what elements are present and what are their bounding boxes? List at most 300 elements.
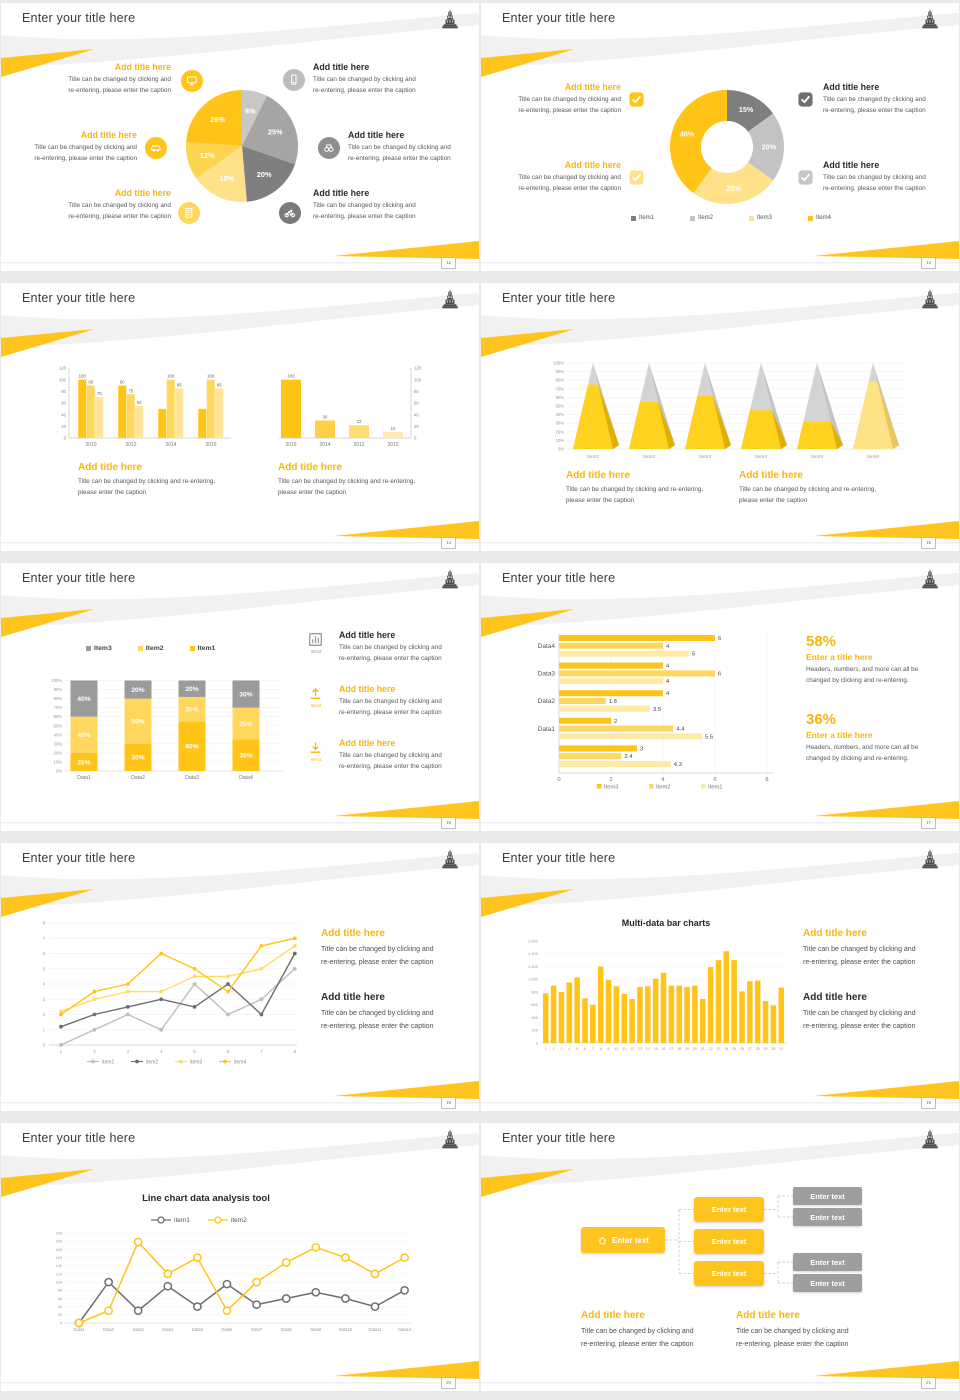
block-caption-line: re-entering, please enter the caption (803, 1022, 916, 1030)
svg-text:Data1: Data1 (537, 725, 555, 733)
block-title: Add title here (348, 130, 405, 140)
block-caption-line: Title can be changed by clicking and (313, 202, 416, 209)
svg-text:9: 9 (607, 1047, 610, 1051)
svg-text:8%: 8% (244, 106, 256, 116)
svg-text:5: 5 (576, 1047, 579, 1051)
slide-title: Enter your title here (502, 571, 616, 585)
svg-text:4: 4 (666, 691, 670, 698)
block-title: Add title here (313, 188, 370, 198)
svg-text:4: 4 (666, 643, 670, 650)
svg-text:4: 4 (568, 1047, 571, 1051)
stat-value: 58% (806, 633, 837, 650)
block-caption-line: please enter the caption (78, 488, 147, 496)
slide-title: Enter your title here (22, 571, 136, 585)
org-node-label: Enter text (810, 1278, 845, 1288)
svg-text:14: 14 (645, 1047, 650, 1051)
svg-text:60: 60 (414, 400, 419, 406)
svg-text:600: 600 (531, 1002, 538, 1008)
block-title: Add title here (564, 82, 621, 92)
block-title: Add title here (566, 470, 630, 481)
svg-text:3: 3 (42, 996, 45, 1002)
svg-text:85: 85 (216, 382, 222, 388)
svg-text:Item2: Item2 (656, 784, 671, 791)
block-caption-line: re-entering, please enter the caption (68, 212, 171, 220)
svg-text:item1: item1 (102, 1059, 115, 1066)
svg-text:Data7: Data7 (251, 1327, 263, 1332)
text-block (489, 81, 621, 117)
binoculars-icon (318, 137, 340, 159)
block-caption-line: re-entering, please enter the caption (339, 708, 442, 716)
block-title: Add title here (114, 62, 171, 72)
slide-content (481, 3, 959, 271)
slide (1, 1123, 479, 1391)
svg-text:20: 20 (692, 1047, 697, 1051)
svg-text:Item4: Item4 (755, 455, 767, 460)
svg-text:60%: 60% (53, 714, 62, 720)
svg-text:10: 10 (390, 426, 396, 432)
svg-text:1: 1 (544, 1047, 547, 1051)
text-block (803, 991, 953, 1033)
legend-item: Item1 (631, 215, 654, 221)
smartphone-icon (283, 69, 305, 91)
svg-text:1,600: 1,600 (527, 938, 538, 944)
legend-item: Item2 (690, 215, 713, 221)
block-title: Add title here (321, 992, 385, 1003)
block-caption-line: re-entering, please enter the caption (518, 106, 621, 114)
svg-text:30%: 30% (239, 691, 253, 699)
line-chart (49, 1227, 429, 1343)
block-caption-line: please enter the caption (739, 496, 808, 504)
chart-title: Line chart data analysis tool (142, 1193, 270, 1204)
svg-text:4: 4 (666, 679, 670, 686)
svg-text:70%: 70% (53, 705, 62, 711)
svg-text:Item5: Item5 (811, 455, 823, 460)
org-root-node (581, 1227, 665, 1253)
block-caption-line: Title can be changed by clicking and (313, 76, 416, 83)
block-caption-line: re-entering, please enter the caption (339, 654, 442, 662)
svg-text:2.4: 2.4 (624, 754, 633, 761)
svg-text:25%: 25% (267, 127, 283, 137)
svg-text:24: 24 (724, 1047, 729, 1051)
block-caption-line: re-entering, please enter the caption (34, 154, 137, 162)
svg-text:20%: 20% (555, 429, 564, 435)
slide-thumbnail-15[interactable] (480, 280, 960, 560)
svg-text:27: 27 (747, 1047, 752, 1051)
chart-legend (631, 215, 831, 221)
block-caption-line: Title can be changed by clicking and (321, 1010, 434, 1017)
svg-text:Data6: Data6 (221, 1327, 233, 1332)
stat-caption-line: changed by clicking and re-entering. (806, 676, 909, 684)
slide-thumbnail-21[interactable] (480, 1120, 960, 1400)
block-title: Add title here (78, 462, 142, 473)
checkbox-icon (628, 169, 645, 186)
block-caption-line: Title can be changed by clicking and (68, 76, 171, 83)
svg-text:2010: 2010 (387, 442, 399, 448)
block-caption-line: Title can be changed by clicking and (34, 144, 137, 151)
svg-text:60%: 60% (555, 394, 564, 400)
slide-title: Enter your title here (22, 291, 136, 305)
block-caption-line: Title can be changed by clicking and (736, 1328, 849, 1335)
svg-text:10%: 10% (555, 437, 564, 443)
block-caption-line: re-entering, please enter the caption (313, 86, 416, 94)
svg-text:120: 120 (414, 365, 422, 371)
svg-text:Data3: Data3 (537, 670, 555, 678)
svg-text:35%: 35% (239, 752, 253, 760)
block-caption-line: Title can be changed by clicking and (803, 1010, 916, 1017)
svg-text:80%: 80% (555, 377, 564, 383)
slide (1, 563, 479, 831)
svg-text:25: 25 (732, 1047, 737, 1051)
svg-text:3: 3 (640, 746, 644, 753)
text-block (339, 683, 473, 719)
svg-text:1: 1 (42, 1027, 45, 1033)
svg-text:3.5: 3.5 (653, 706, 662, 713)
svg-text:40%: 40% (555, 412, 564, 418)
legend-item: item1 (151, 1216, 190, 1224)
svg-text:30: 30 (322, 414, 328, 420)
block-title: Add title here (823, 82, 880, 92)
svg-text:30%: 30% (555, 420, 564, 426)
slide (1, 3, 479, 271)
svg-text:20%: 20% (77, 759, 91, 767)
text-block (321, 991, 473, 1033)
pie-chart (174, 83, 310, 209)
svg-text:40%: 40% (679, 129, 695, 139)
line-chart (29, 915, 309, 1067)
svg-text:90%: 90% (555, 369, 564, 375)
svg-text:5: 5 (193, 1049, 196, 1054)
block-title: Add title here (321, 928, 385, 939)
svg-text:60%: 60% (185, 743, 199, 751)
svg-text:50%: 50% (131, 718, 145, 726)
svg-text:100: 100 (287, 373, 295, 379)
car-icon (145, 137, 167, 159)
svg-text:20%: 20% (761, 142, 777, 152)
svg-text:28: 28 (755, 1047, 760, 1051)
slide-thumbnail-14[interactable] (0, 280, 480, 560)
slide-thumbnail-18[interactable] (0, 840, 480, 1120)
text-block (566, 469, 756, 507)
slide (481, 1123, 959, 1391)
slide-content (481, 1123, 959, 1391)
svg-text:75: 75 (128, 388, 134, 394)
home-icon (597, 1235, 608, 1246)
svg-text:8: 8 (293, 1049, 296, 1054)
svg-text:13: 13 (637, 1047, 642, 1051)
legend-item: Item2 (138, 645, 164, 652)
multi-bar-chart (523, 931, 803, 1061)
svg-text:70: 70 (96, 391, 102, 397)
svg-text:35%: 35% (239, 720, 253, 728)
slide-thumbnail-19[interactable] (480, 840, 960, 1120)
svg-text:90%: 90% (53, 687, 62, 693)
svg-text:0: 0 (414, 435, 417, 441)
svg-text:21: 21 (700, 1047, 705, 1051)
page-number: 20 (441, 1377, 456, 1389)
svg-text:25%: 25% (726, 183, 741, 193)
feature-icon-label: Item2 (310, 703, 322, 708)
svg-text:180: 180 (55, 1246, 62, 1252)
block-caption-line: re-entering, please enter the caption (321, 958, 434, 966)
svg-text:20%: 20% (185, 686, 199, 694)
svg-text:20%: 20% (131, 686, 145, 694)
page-number: 14 (441, 537, 456, 549)
svg-text:6: 6 (226, 1049, 230, 1054)
svg-text:1,200: 1,200 (527, 963, 538, 969)
svg-text:0: 0 (63, 435, 66, 441)
download-icon (307, 739, 324, 756)
slide-thumbnail-12[interactable] (0, 0, 480, 280)
svg-text:Item1: Item1 (587, 455, 599, 460)
svg-text:2012: 2012 (125, 442, 137, 448)
slide-title: Enter your title here (502, 1131, 616, 1145)
svg-text:11: 11 (622, 1047, 627, 1051)
slide-title: Enter your title here (502, 851, 616, 865)
text-block (19, 187, 171, 223)
svg-text:2016: 2016 (285, 442, 297, 448)
svg-text:800: 800 (531, 989, 538, 995)
svg-text:6: 6 (718, 636, 722, 642)
slide-thumbnail-20[interactable] (0, 1120, 480, 1400)
slide-thumbnail-13[interactable] (480, 0, 960, 280)
page-number: 13 (921, 257, 936, 269)
svg-text:40%: 40% (77, 695, 91, 703)
svg-text:2014: 2014 (319, 442, 331, 448)
svg-text:1,000: 1,000 (527, 976, 538, 982)
svg-text:2: 2 (614, 718, 618, 725)
page-number: 18 (441, 1097, 456, 1109)
svg-text:80: 80 (61, 388, 66, 394)
block-caption-line: Title can be changed by clicking and (348, 144, 451, 151)
svg-text:55: 55 (136, 399, 142, 405)
svg-text:18: 18 (677, 1047, 682, 1051)
block-caption-line: Title can be changed by clicking and (803, 946, 916, 953)
svg-text:4: 4 (666, 663, 670, 670)
text-block (321, 927, 473, 969)
slide-content (1, 1123, 479, 1391)
text-block (736, 1309, 886, 1351)
text-block (339, 629, 473, 665)
text-block (581, 1309, 731, 1351)
org-leaf-node (793, 1274, 862, 1292)
svg-text:120: 120 (58, 365, 66, 371)
svg-text:22: 22 (708, 1047, 713, 1051)
svg-text:18%: 18% (219, 174, 235, 184)
text-block (7, 129, 137, 165)
org-node-label: Enter text (711, 1269, 747, 1278)
svg-text:12%: 12% (199, 151, 215, 161)
slide-thumbnail-16[interactable] (0, 560, 480, 840)
svg-text:Item3: Item3 (699, 455, 711, 460)
block-caption-line: Title can be changed by clicking and (321, 946, 434, 953)
block-caption-line: Title can be changed by clicking and re-entering, (278, 478, 416, 485)
svg-text:Data8: Data8 (280, 1327, 292, 1332)
block-title: Add title here (823, 160, 880, 170)
svg-text:100: 100 (414, 377, 422, 383)
svg-text:6: 6 (718, 671, 722, 678)
svg-text:Data4: Data4 (239, 775, 253, 781)
svg-text:22: 22 (356, 419, 362, 425)
svg-text:2: 2 (552, 1047, 555, 1051)
svg-text:Data2: Data2 (103, 1327, 115, 1332)
svg-text:5: 5 (42, 966, 45, 972)
svg-text:31: 31 (779, 1047, 784, 1051)
block-caption-line: Title can be changed by clicking and re-entering, (739, 486, 877, 493)
block-title: Add title here (803, 992, 867, 1003)
text-block (313, 61, 468, 97)
slide (481, 563, 959, 831)
block-caption-line: re-entering, please enter the caption (339, 762, 442, 770)
svg-text:70%: 70% (555, 386, 564, 392)
org-leaf-node (793, 1208, 862, 1226)
svg-text:item2: item2 (146, 1059, 159, 1066)
monitor-icon (181, 70, 203, 92)
svg-text:90: 90 (88, 379, 94, 385)
svg-text:120: 120 (55, 1271, 62, 1277)
slide (481, 283, 959, 551)
slide-title: Enter your title here (22, 11, 136, 25)
svg-text:3: 3 (560, 1047, 563, 1051)
slide-title: Enter your title here (502, 291, 616, 305)
svg-text:2012: 2012 (353, 442, 365, 448)
svg-text:Data3: Data3 (185, 775, 199, 781)
notebook-icon (178, 202, 200, 224)
svg-text:19: 19 (685, 1047, 690, 1051)
svg-text:15%: 15% (738, 105, 754, 114)
block-title: Add title here (339, 630, 396, 640)
svg-text:100: 100 (58, 377, 66, 383)
svg-text:1,400: 1,400 (527, 951, 538, 957)
svg-text:30%: 30% (185, 706, 199, 714)
svg-text:Data10: Data10 (338, 1327, 353, 1332)
svg-text:100: 100 (167, 373, 175, 379)
svg-text:26: 26 (740, 1047, 744, 1051)
svg-text:220: 220 (55, 1230, 62, 1236)
block-caption-line: re-entering, please enter the caption (736, 1340, 849, 1348)
svg-text:30%: 30% (131, 754, 145, 762)
svg-text:10: 10 (614, 1047, 619, 1051)
bicycle-icon (279, 202, 301, 224)
svg-text:20: 20 (414, 423, 419, 429)
slide-content (481, 843, 959, 1111)
svg-text:Data1: Data1 (73, 1327, 85, 1332)
org-child-node (694, 1197, 764, 1222)
svg-text:6: 6 (42, 951, 45, 956)
text-block (803, 927, 953, 969)
svg-text:Item1: Item1 (708, 784, 723, 791)
block-title: Add title here (114, 188, 171, 198)
stacked-bar-chart (39, 657, 289, 785)
block-caption-line: Title can be changed by clicking and (339, 644, 442, 651)
svg-text:2: 2 (93, 1049, 96, 1054)
grouped-bar-charts (41, 359, 441, 459)
block-caption-line: re-entering, please enter the caption (581, 1340, 694, 1348)
svg-text:1.8: 1.8 (608, 699, 617, 705)
checkbox-icon (797, 91, 814, 108)
svg-text:2: 2 (609, 777, 613, 783)
svg-text:15: 15 (653, 1047, 658, 1051)
svg-text:4: 4 (661, 777, 665, 783)
slide-thumbnail-17[interactable] (480, 560, 960, 840)
pyramid-chart (541, 351, 911, 463)
svg-text:Data4: Data4 (537, 643, 555, 650)
slide (481, 3, 959, 271)
checkbox-icon (797, 169, 814, 186)
text-block (489, 159, 621, 195)
svg-text:20: 20 (61, 423, 66, 429)
stat-block (806, 633, 954, 687)
stat-caption-line: Headers, numbers, and more can all be (806, 666, 919, 673)
text-block (339, 737, 473, 773)
svg-text:0: 0 (59, 1320, 62, 1326)
block-caption-line: please enter the caption (566, 496, 635, 504)
svg-text:2010: 2010 (85, 442, 97, 448)
slide-content (1, 563, 479, 831)
svg-text:140: 140 (55, 1263, 62, 1269)
stat-title: Enter a title here (806, 730, 873, 740)
svg-text:Data9: Data9 (310, 1327, 322, 1332)
page-number: 17 (921, 817, 936, 829)
block-caption-line: please enter the caption (278, 488, 347, 496)
svg-text:0: 0 (535, 1040, 538, 1046)
svg-text:30: 30 (771, 1047, 776, 1051)
page-number: 15 (921, 537, 936, 549)
svg-text:30%: 30% (53, 741, 62, 747)
text-block (278, 461, 468, 499)
svg-text:40: 40 (414, 412, 419, 418)
svg-text:16: 16 (661, 1047, 666, 1051)
stat-title: Enter a title here (806, 652, 873, 662)
svg-text:40%: 40% (53, 732, 62, 738)
block-caption-line: Title can be changed by clicking and (581, 1328, 694, 1335)
svg-text:400: 400 (531, 1014, 538, 1020)
block-caption-line: Title can be changed by clicking and (518, 174, 621, 181)
svg-text:80%: 80% (53, 696, 62, 702)
svg-text:3: 3 (126, 1049, 129, 1054)
block-caption-line: Title can be changed by clicking and re-entering, (566, 486, 704, 493)
block-caption-line: re-entering, please enter the caption (321, 1022, 434, 1030)
svg-text:4: 4 (160, 1049, 163, 1054)
page-number: 21 (921, 1377, 936, 1389)
slide-content (1, 283, 479, 551)
svg-text:4.3: 4.3 (673, 762, 682, 768)
slide-content (481, 563, 959, 831)
block-title: Add title here (803, 928, 867, 939)
svg-text:8: 8 (42, 920, 45, 926)
svg-text:5.5: 5.5 (705, 734, 714, 741)
svg-text:50%: 50% (555, 403, 564, 409)
block-title: Add title here (80, 130, 137, 140)
text-block (19, 61, 171, 97)
feature-icon-label: Item3 (310, 649, 322, 654)
svg-text:29: 29 (763, 1047, 768, 1051)
block-caption-line: Title can be changed by clicking and (518, 96, 621, 103)
feature-icon-label: Item1 (310, 757, 322, 762)
block-title: Add title here (339, 738, 396, 748)
svg-text:6: 6 (713, 777, 717, 783)
slide (481, 843, 959, 1111)
block-caption-line: re-entering, please enter the caption (823, 184, 926, 192)
horizontal-bar-chart (511, 629, 791, 793)
org-node-label: Enter text (810, 1212, 845, 1222)
svg-text:8: 8 (599, 1047, 602, 1051)
block-caption-line: re-entering, please enter the caption (68, 86, 171, 94)
svg-text:Data3: Data3 (132, 1327, 144, 1332)
svg-text:0: 0 (42, 1042, 45, 1048)
svg-text:7: 7 (591, 1047, 594, 1051)
stat-block (806, 711, 954, 765)
org-child-node (694, 1229, 764, 1254)
